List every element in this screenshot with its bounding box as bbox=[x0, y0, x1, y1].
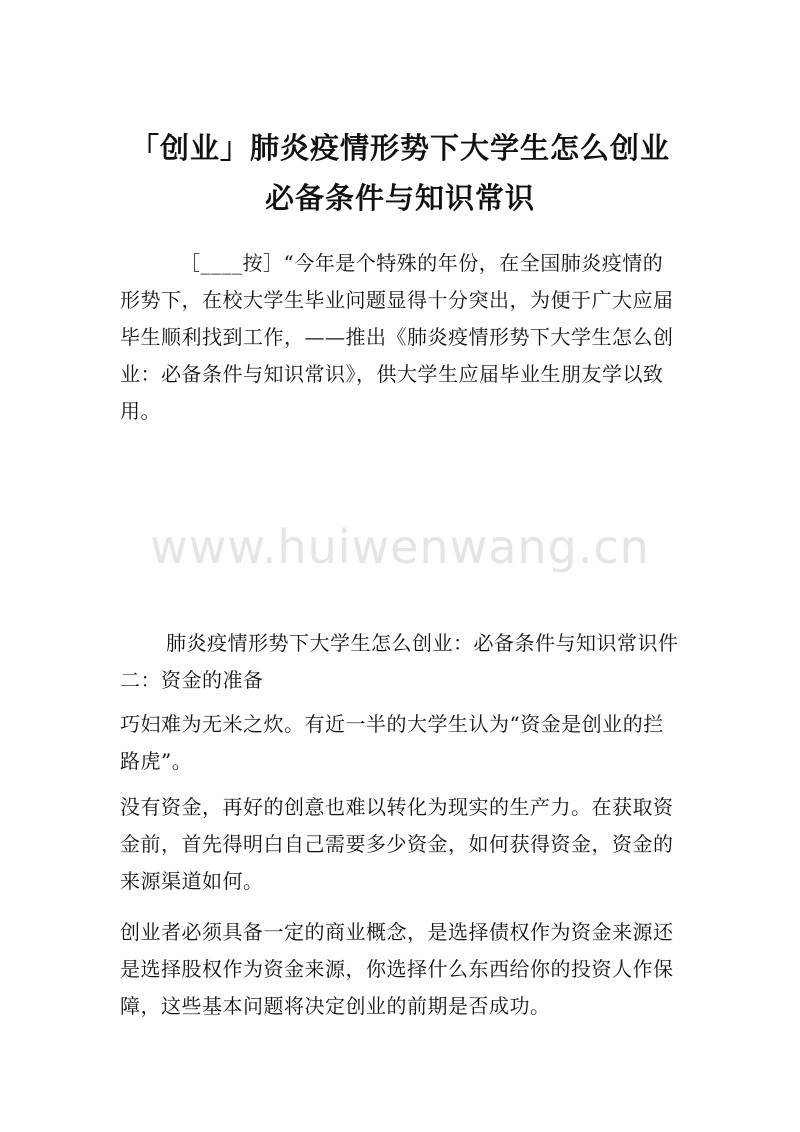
document-title-line-1: 「创业」肺炎疫情形势下大学生怎么创业 bbox=[129, 131, 670, 165]
document-title-line-2: 必备条件与知识常识 bbox=[264, 181, 535, 215]
watermark-text: www.huiwenwang.cn bbox=[150, 520, 650, 574]
intro-paragraph: ［____按］“今年是个特殊的年份，在全国肺炎疫情的形势下，在校大学生毕业问题显得十分突出，为便于广大应届毕生顺利找到工作，——推出《肺炎疫情形势下大学生怎么创业：必备条件与知识常识》，供大学生应届毕业生朋友学以致用。 bbox=[120, 251, 674, 423]
body-paragraph-3: 创业者必须具备一定的商业概念，是选择债权作为资金来源还是选择股权作为资金来源，你选择什么东西给你的投资人作保障，这些基本问题将决定创业的前期是否成功。 bbox=[120, 920, 674, 1018]
body-paragraph-1: 巧妇难为无米之炊。有近一半的大学生认为“资金是创业的拦路虎”。 bbox=[120, 712, 664, 773]
body-paragraph-2: 没有资金，再好的创意也难以转化为现实的生产力。在获取资金前，首先得明白自己需要多少资金，如何获得资金，资金的来源渠道如何。 bbox=[120, 795, 674, 893]
section-heading: 肺炎疫情形势下大学生怎么创业：必备条件与知识常识件二：资金的准备 bbox=[120, 631, 679, 692]
